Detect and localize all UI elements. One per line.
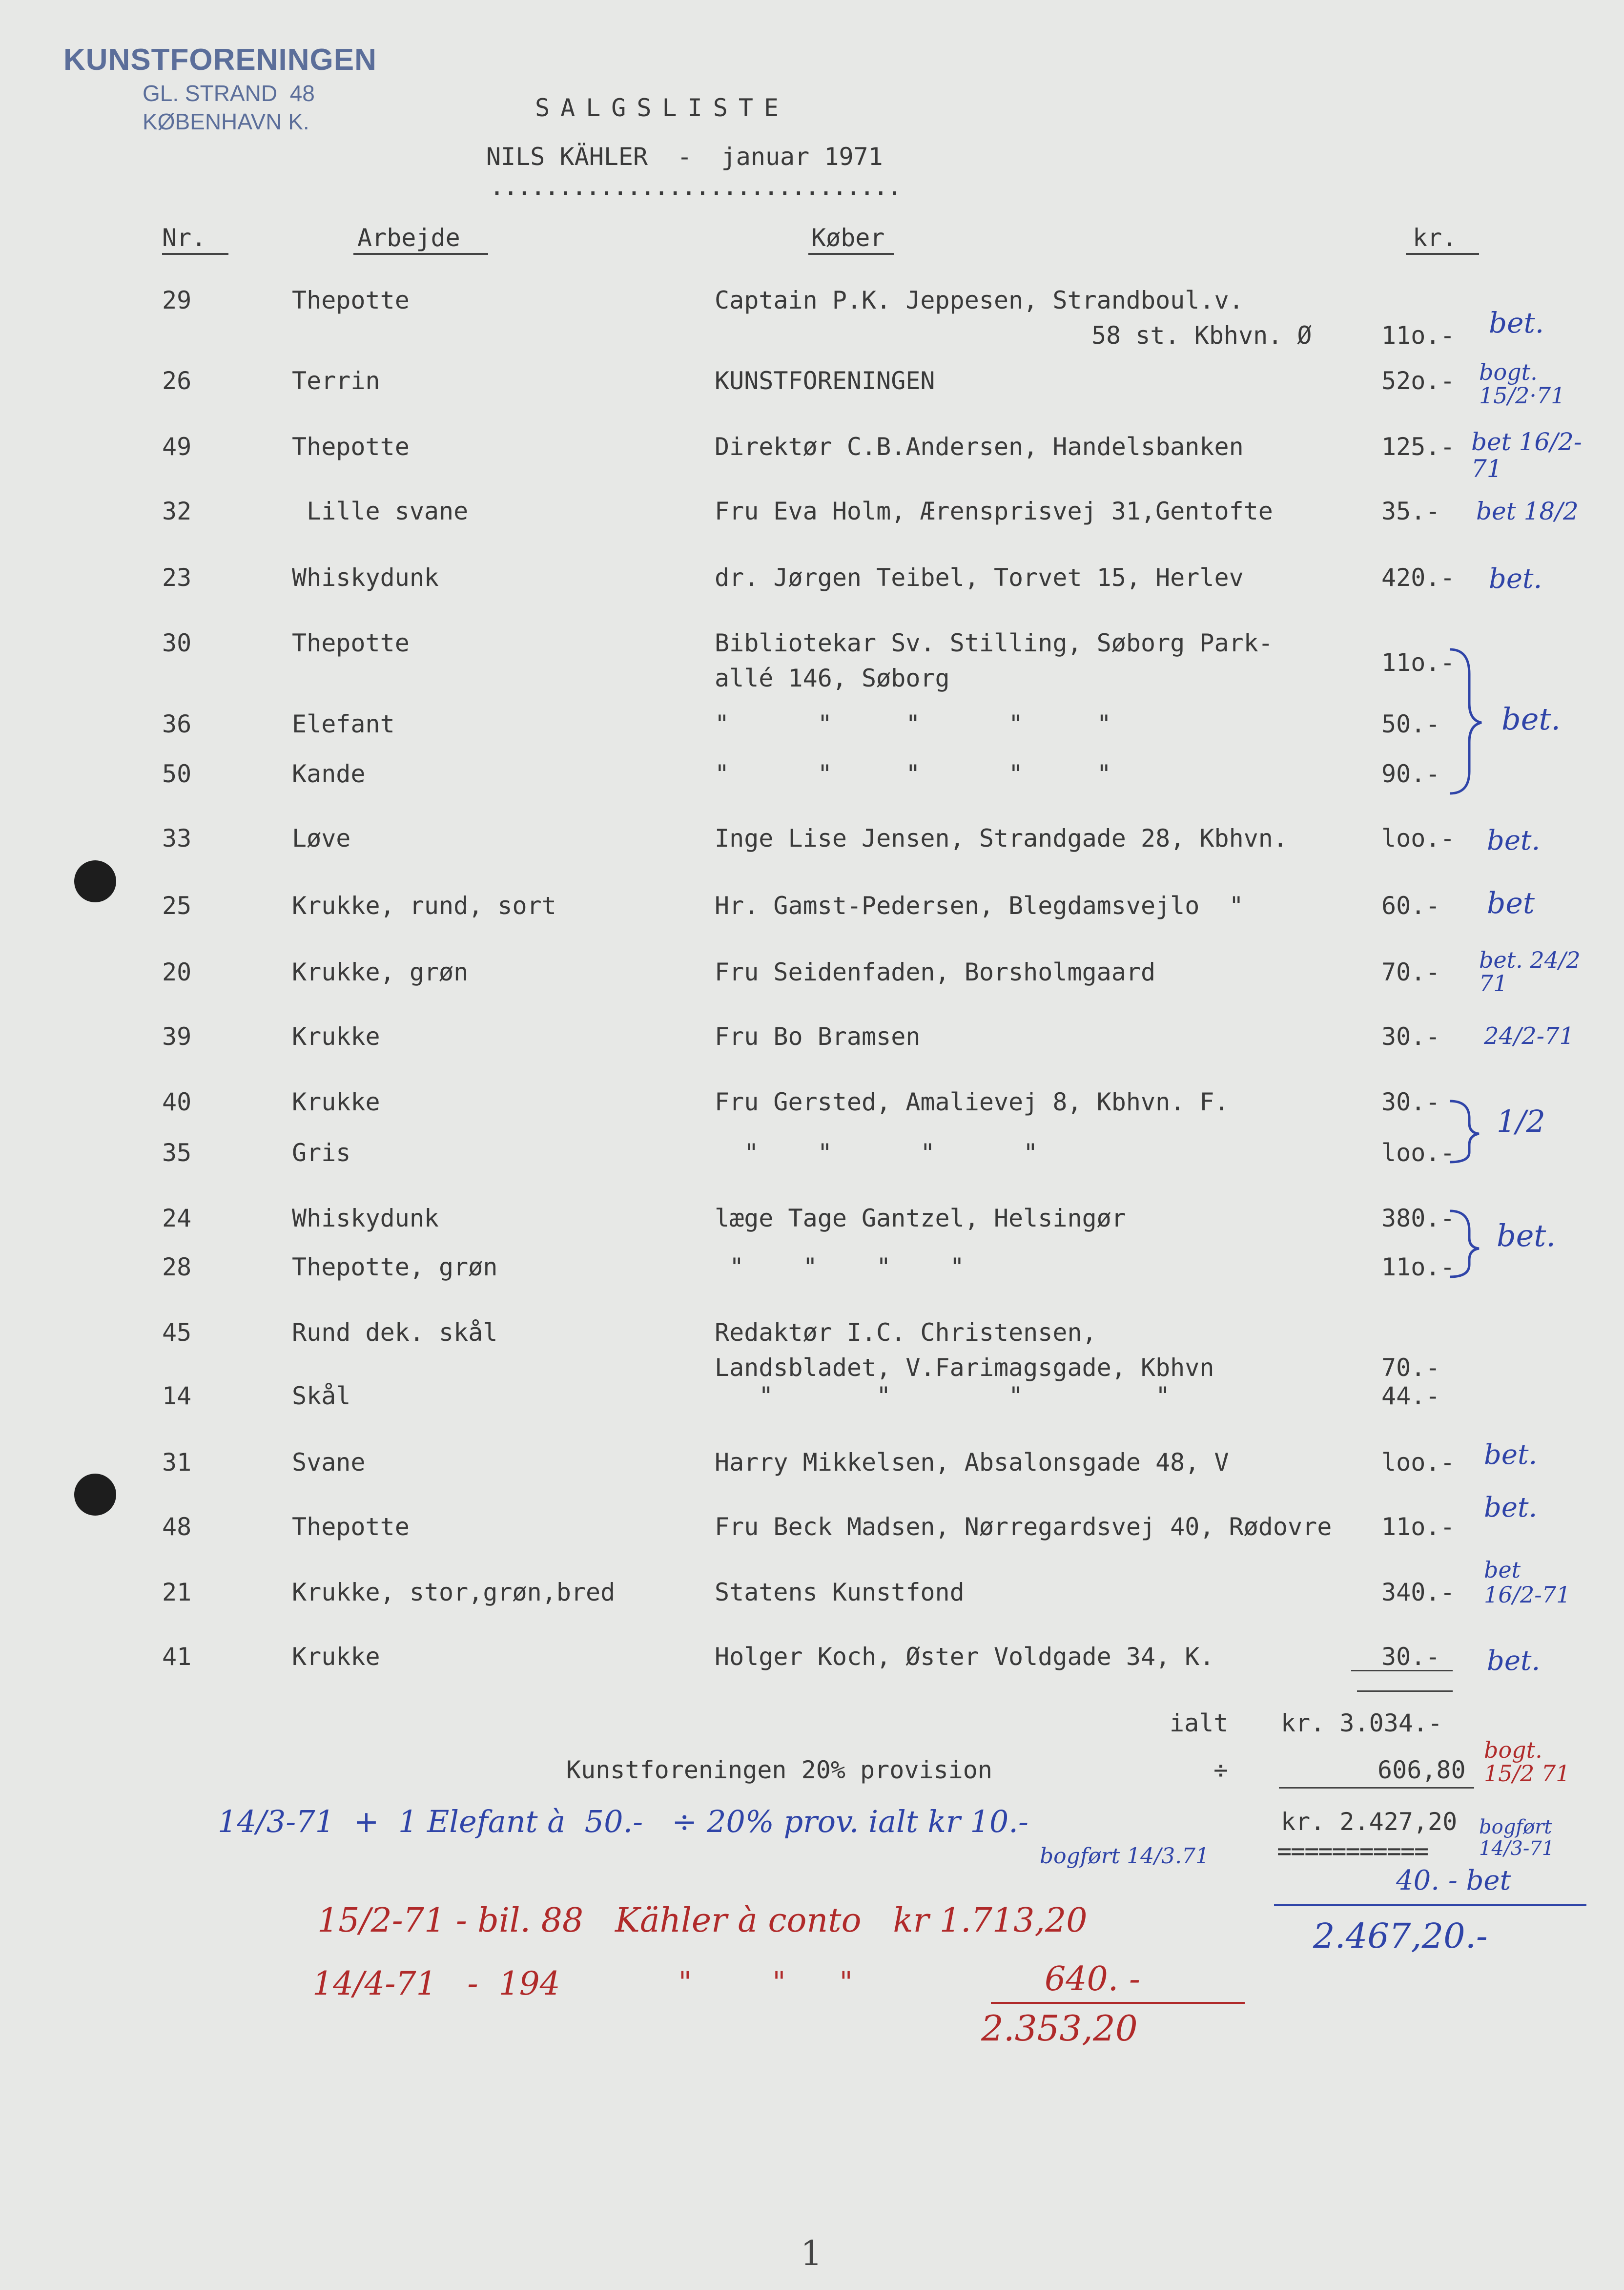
row-price: 11o.- (1381, 648, 1455, 677)
note-elefant-line: 14/3-71 + 1 Elefant à 50.- ÷ 20% prov. ialt kr 10.- (218, 1804, 1028, 1839)
row-nr: 35 (162, 1139, 192, 1167)
net-double-rule: =========== (1277, 1837, 1428, 1865)
header-nr: Nr. (162, 224, 206, 252)
note-extra-40: 40. - bet (1396, 1865, 1511, 1896)
row-nr: 23 (162, 563, 192, 592)
total-label: ialt (1170, 1709, 1229, 1737)
final-total: 2.467,20.- (1313, 1916, 1488, 1956)
provision-value: 606,80 (1377, 1756, 1466, 1784)
row-buyer: Fru Beck Madsen, Nørregardsvej 40, Rødovre (715, 1513, 1332, 1541)
row-price: 50.- (1381, 710, 1440, 738)
row-price: loo.- (1381, 824, 1455, 853)
row-buyer: Captain P.K. Jeppesen, Strandboul.v. (715, 286, 1244, 314)
stamp-line-2: GL. STRAND 48 (143, 81, 315, 106)
row-nr: 24 (162, 1204, 192, 1232)
row-buyer: Fru Gersted, Amalievej 8, Kbhvn. F. (715, 1088, 1229, 1116)
row-work: Lille svane (292, 497, 469, 525)
row-buyer: Statens Kunstfond (715, 1578, 965, 1606)
row-price: 340.- (1381, 1578, 1455, 1606)
note-r41: bet. (1487, 1645, 1541, 1677)
row-nr: 31 (162, 1448, 192, 1477)
row-buyer: Direktør C.B.Andersen, Handelsbanken (715, 433, 1244, 461)
note-r40-35: 1/2 (1497, 1103, 1545, 1139)
row-buyer-line2: 58 st. Kbhvn. Ø (1091, 321, 1312, 350)
row-nr: 40 (162, 1088, 192, 1116)
stamp-line-3: KØBENHAVN K. (143, 109, 309, 134)
title-dots: .............................. (491, 177, 903, 200)
note-r23: bet. (1489, 563, 1542, 595)
row-price: 30.- (1381, 1643, 1440, 1671)
note-r26: bogt. 15/2·71 (1479, 359, 1565, 409)
document-title: SALGSLISTE (535, 94, 790, 122)
row-nr: 14 (162, 1382, 192, 1410)
provision-label: Kunstforeningen 20% provision (566, 1756, 992, 1784)
row-price: 70.- (1381, 1353, 1440, 1382)
row-price: 11o.- (1381, 1513, 1455, 1541)
row-buyer: " " " " (715, 1139, 1038, 1167)
row-price: 70.- (1381, 958, 1440, 986)
row-work: Krukke (292, 1088, 380, 1116)
note-r48: bet. (1484, 1492, 1538, 1523)
header-arbejde: Arbejde (357, 224, 460, 252)
punch-hole-bottom (74, 1474, 116, 1516)
row-work: Krukke, rund, sort (292, 892, 556, 920)
row-work: Løve (292, 824, 351, 853)
row-work: Whiskydunk (292, 1204, 439, 1232)
row-nr: 29 (162, 286, 192, 314)
note-red-line2-date: 14/4-71 - 194 (312, 1965, 560, 2002)
row-nr: 41 (162, 1643, 192, 1671)
note-right-bogfort: bogført 14/3-71 (1479, 1816, 1555, 1860)
row-price: 35.- (1381, 497, 1440, 525)
note-red-line3: 2.353,20 (981, 2008, 1138, 2049)
header-kober: Køber (811, 224, 885, 252)
row-work: Kande (292, 760, 366, 788)
row-work: Thepotte, grøn (292, 1253, 498, 1281)
row-work: Skål (292, 1382, 351, 1410)
page-number: 1 (801, 2233, 822, 2273)
row-buyer: Harry Mikkelsen, Absalonsgade 48, V (715, 1448, 1229, 1477)
row-buyer: dr. Jørgen Teibel, Torvet 15, Herlev (715, 563, 1244, 592)
row-work: Elefant (292, 710, 395, 738)
row-nr: 36 (162, 710, 192, 738)
row-buyer: Inge Lise Jensen, Strandgade 28, Kbhvn. (715, 824, 1288, 853)
row-buyer: " " " " " (715, 760, 1111, 788)
row-price: 420.- (1381, 563, 1455, 592)
note-elefant-bogfort: bogført 14/3.71 (1040, 1844, 1210, 1869)
row-nr: 48 (162, 1513, 192, 1541)
row-work: Krukke (292, 1022, 380, 1051)
row-work: Gris (292, 1139, 351, 1167)
note-r30-50: bet. (1501, 701, 1561, 737)
note-r21: bet 16/2-71 (1484, 1557, 1571, 1608)
row-price: loo.- (1381, 1448, 1455, 1477)
row-work: Rund dek. skål (292, 1318, 498, 1347)
row-price: 125.- (1381, 433, 1455, 461)
note-r24-28: bet. (1497, 1218, 1556, 1253)
document-subtitle: NILS KÄHLER - januar 1971 (486, 143, 883, 171)
row-work: Krukke, stor,grøn,bred (292, 1578, 616, 1606)
note-r39: 24/2-71 (1484, 1022, 1575, 1050)
row-buyer: Hr. Gamst-Pedersen, Blegdamsvejlo " (715, 892, 1244, 920)
row-price: 30.- (1381, 1022, 1440, 1051)
row-nr: 25 (162, 892, 192, 920)
row-buyer: læge Tage Gantzel, Helsingør (715, 1204, 1126, 1232)
row-work: Whiskydunk (292, 563, 439, 592)
row-buyer: Holger Koch, Øster Voldgade 34, K. (715, 1643, 1214, 1671)
row-price: 44.- (1381, 1382, 1440, 1410)
row-nr: 32 (162, 497, 192, 525)
row-work: Svane (292, 1448, 366, 1477)
note-r29: bet. (1489, 306, 1544, 339)
row-buyer: KUNSTFORENINGEN (715, 367, 935, 395)
net-value: kr. 2.427,20 (1281, 1808, 1458, 1836)
row-nr: 45 (162, 1318, 192, 1347)
row-buyer: Redaktør I.C. Christensen, (715, 1318, 1097, 1347)
row-price: 30.- (1381, 1088, 1440, 1116)
total-value: kr. 3.034.- (1281, 1709, 1443, 1737)
note-red-line2-amount: 640. - (1045, 1960, 1140, 1999)
row-nr: 26 (162, 367, 192, 395)
note-red-bogt: bogt. 15/2 71 (1484, 1737, 1570, 1787)
row-buyer: " " " " (715, 1382, 1171, 1410)
row-work: Krukke (292, 1643, 380, 1671)
row-nr: 39 (162, 1022, 192, 1051)
row-buyer-line2: allé 146, Søborg (715, 664, 950, 692)
row-price: 380.- (1381, 1204, 1455, 1232)
row-buyer: " " " " " (715, 710, 1111, 738)
row-buyer: Fru Bo Bramsen (715, 1022, 921, 1051)
row-nr: 28 (162, 1253, 192, 1281)
row-price: 11o.- (1381, 321, 1455, 350)
row-nr: 20 (162, 958, 192, 986)
note-red-line1: 15/2-71 - bil. 88 Kähler à conto kr 1.713,20 (317, 1901, 1088, 1940)
row-nr: 30 (162, 629, 192, 657)
row-buyer: Bibliotekar Sv. Stilling, Søborg Park- (715, 629, 1273, 657)
row-work: Thepotte (292, 286, 410, 314)
row-price: loo.- (1381, 1139, 1455, 1167)
row-price: 60.- (1381, 892, 1440, 920)
row-work: Terrin (292, 367, 380, 395)
provision-minus: ÷ (1213, 1756, 1229, 1784)
row-work: Krukke, grøn (292, 958, 469, 986)
note-r49: bet 16/2-71 (1471, 428, 1582, 483)
row-buyer: Fru Eva Holm, Ærensprisvej 31,Gentofte (715, 497, 1273, 525)
note-red-line2-ditto: " " " (678, 1965, 853, 1999)
note-r20: bet. 24/2 71 (1479, 947, 1581, 997)
row-buyer: Fru Seidenfaden, Borsholmgaard (715, 958, 1156, 986)
stamp-line-1: KUNSTFORENINGEN (63, 43, 377, 77)
row-work: Thepotte (292, 433, 410, 461)
note-r31: bet. (1484, 1439, 1538, 1471)
header-kr: kr. (1413, 224, 1457, 252)
note-r33: bet. (1487, 825, 1541, 856)
row-price: 52o.- (1381, 367, 1455, 395)
punch-hole-top (74, 860, 116, 902)
row-work: Thepotte (292, 629, 410, 657)
row-nr: 33 (162, 824, 192, 853)
row-price: 90.- (1381, 760, 1440, 788)
row-price: 11o.- (1381, 1253, 1455, 1281)
note-r25: bet (1487, 886, 1535, 920)
row-buyer-line2: Landsbladet, V.Farimagsgade, Kbhvn (715, 1353, 1214, 1382)
row-nr: 49 (162, 433, 192, 461)
row-work: Thepotte (292, 1513, 410, 1541)
row-buyer: " " " " (715, 1253, 965, 1281)
note-r32: bet 18/2 (1476, 497, 1579, 525)
row-nr: 50 (162, 760, 192, 788)
row-nr: 21 (162, 1578, 192, 1606)
